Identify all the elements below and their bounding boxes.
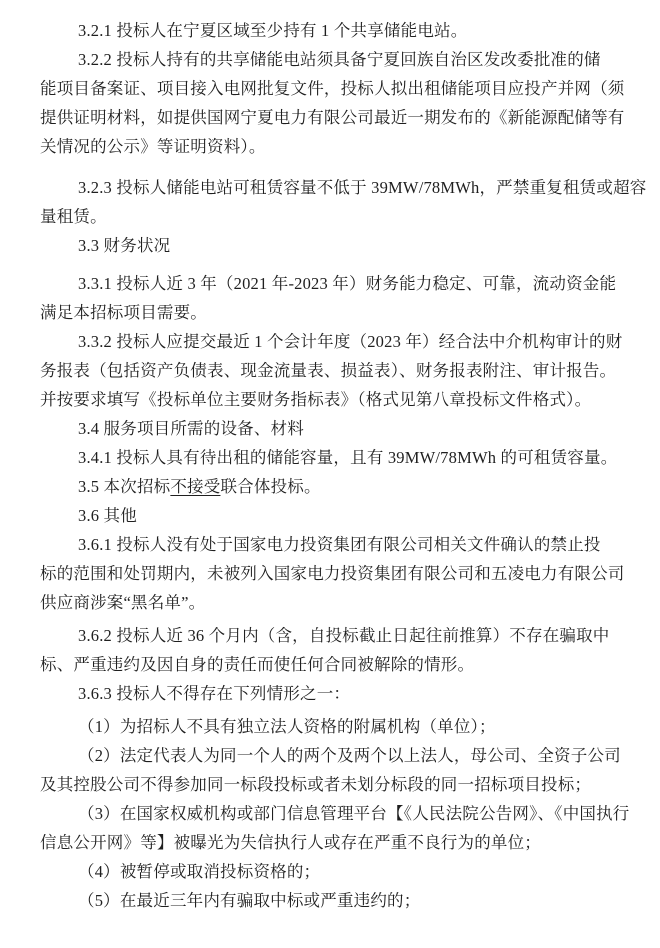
- doc-line: [40, 103, 625, 132]
- doc-text: 满足本招标项目需要。: [40, 303, 207, 322]
- doc-line: [40, 530, 622, 559]
- doc-text: （1）为招标人不具有独立法人资格的附属机构（单位）；: [78, 717, 496, 736]
- doc-text-underlined: 不接受: [170, 477, 221, 496]
- doc-text: 量租赁。: [40, 207, 107, 226]
- doc-line: [40, 173, 647, 202]
- doc-text: 能项目备案证、项目接入电网批复文件，投标人拟出租储能项目应投产并网（须: [40, 79, 625, 98]
- doc-line: [40, 298, 622, 327]
- doc-line: [40, 741, 622, 770]
- doc-line: [40, 588, 622, 617]
- doc-text: 3.4.1 投标人具有待出租的储能容量，且有 39MW/78MWh 的可租赁容量。: [78, 448, 618, 467]
- doc-line: [40, 16, 622, 45]
- doc-text: 并按要求填写《投标单位主要财务指标表》（格式见第八章投标文件格式）。: [40, 390, 592, 409]
- doc-line: [40, 712, 622, 741]
- doc-text: 标的范围和处罚期内，未被列入国家电力投资集团有限公司和五凌电力有限公司: [40, 564, 625, 583]
- doc-text: 3.2.2 投标人持有的共享储能电站须具备宁夏回族自治区发改委批准的储: [78, 50, 601, 69]
- doc-line: [40, 828, 622, 857]
- doc-line: [40, 559, 625, 588]
- doc-line: [40, 650, 622, 679]
- doc-text: 关情况的公示》等证明资料）。: [40, 137, 266, 156]
- doc-text: 提供证明材料，如提供国网宁夏电力有限公司最近一期发布的《新能源配储等有: [40, 108, 625, 127]
- doc-text: 3.2.1 投标人在宁夏区域至少持有 1 个共享储能电站。: [78, 21, 468, 40]
- doc-text: 务报表（包括资产负债表、现金流量表、损益表）、财务报表附注、审计报告。: [40, 361, 617, 380]
- doc-line: [40, 327, 622, 356]
- doc-line: [40, 202, 622, 231]
- doc-line: [40, 74, 625, 103]
- doc-text: 3.2.3 投标人储能电站可租赁容量不低于 39MW/78MWh，严禁重复租赁或超容: [78, 178, 647, 197]
- doc-text: （3）在国家权威机构或部门信息管理平台【《人民法院公告网》、《中国执行: [78, 804, 630, 823]
- doc-text: （4）被暂停或取消投标资格的；: [78, 862, 321, 881]
- doc-text: 3.6.1 投标人没有处于国家电力投资集团有限公司相关文件确认的禁止投: [78, 535, 601, 554]
- doc-text: 3.5 本次招标: [78, 477, 171, 496]
- doc-line: [40, 356, 622, 385]
- doc-line: [40, 45, 622, 74]
- doc-line: [40, 857, 622, 886]
- doc-line: [40, 501, 622, 530]
- doc-line: [40, 770, 622, 799]
- doc-text: 及其控股公司不得参加同一标段投标或者未划分标段的同一招标项目投标；: [40, 775, 592, 794]
- doc-text: 3.3.1 投标人近 3 年（2021 年-2023 年）财务能力稳定、可靠，流动资金能: [78, 274, 617, 293]
- doc-text: 3.6.3 投标人不得存在下列情形之一：: [78, 684, 351, 703]
- doc-text: （5）在最近三年内有骗取中标或严重违约的；: [78, 891, 421, 910]
- doc-line: [40, 385, 622, 414]
- doc-line: [40, 799, 630, 828]
- doc-text: （2）法定代表人为同一个人的两个及两个以上法人，母公司、全资子公司: [78, 746, 621, 765]
- doc-line: [40, 269, 622, 298]
- doc-text: 3.6 其他: [78, 506, 137, 525]
- doc-line: [40, 886, 622, 915]
- doc-text: 3.3.2 投标人应提交最近 1 个会计年度（2023 年）经合法中介机构审计的财: [78, 332, 623, 351]
- doc-line: [40, 132, 622, 161]
- doc-text: 3.4 服务项目所需的设备、材料: [78, 419, 304, 438]
- doc-line: [40, 414, 622, 443]
- doc-line: [40, 231, 622, 260]
- doc-line: [40, 472, 622, 501]
- doc-text: 联合体投标。: [220, 477, 321, 496]
- doc-line: [40, 621, 622, 650]
- doc-text: 供应商涉案“黑名单”。: [40, 593, 206, 612]
- doc-line: [40, 443, 622, 472]
- doc-line: [40, 679, 622, 708]
- doc-text: 信息公开网》等】被曝光为失信执行人或存在严重不良行为的单位；: [40, 833, 541, 852]
- doc-text: 3.6.2 投标人近 36 个月内（含，自投标截止日起往前推算）不存在骗取中: [78, 626, 610, 645]
- doc-text: 3.3 财务状况: [78, 236, 171, 255]
- doc-text: 标、严重违约及因自身的责任而使任何合同被解除的情形。: [40, 655, 475, 674]
